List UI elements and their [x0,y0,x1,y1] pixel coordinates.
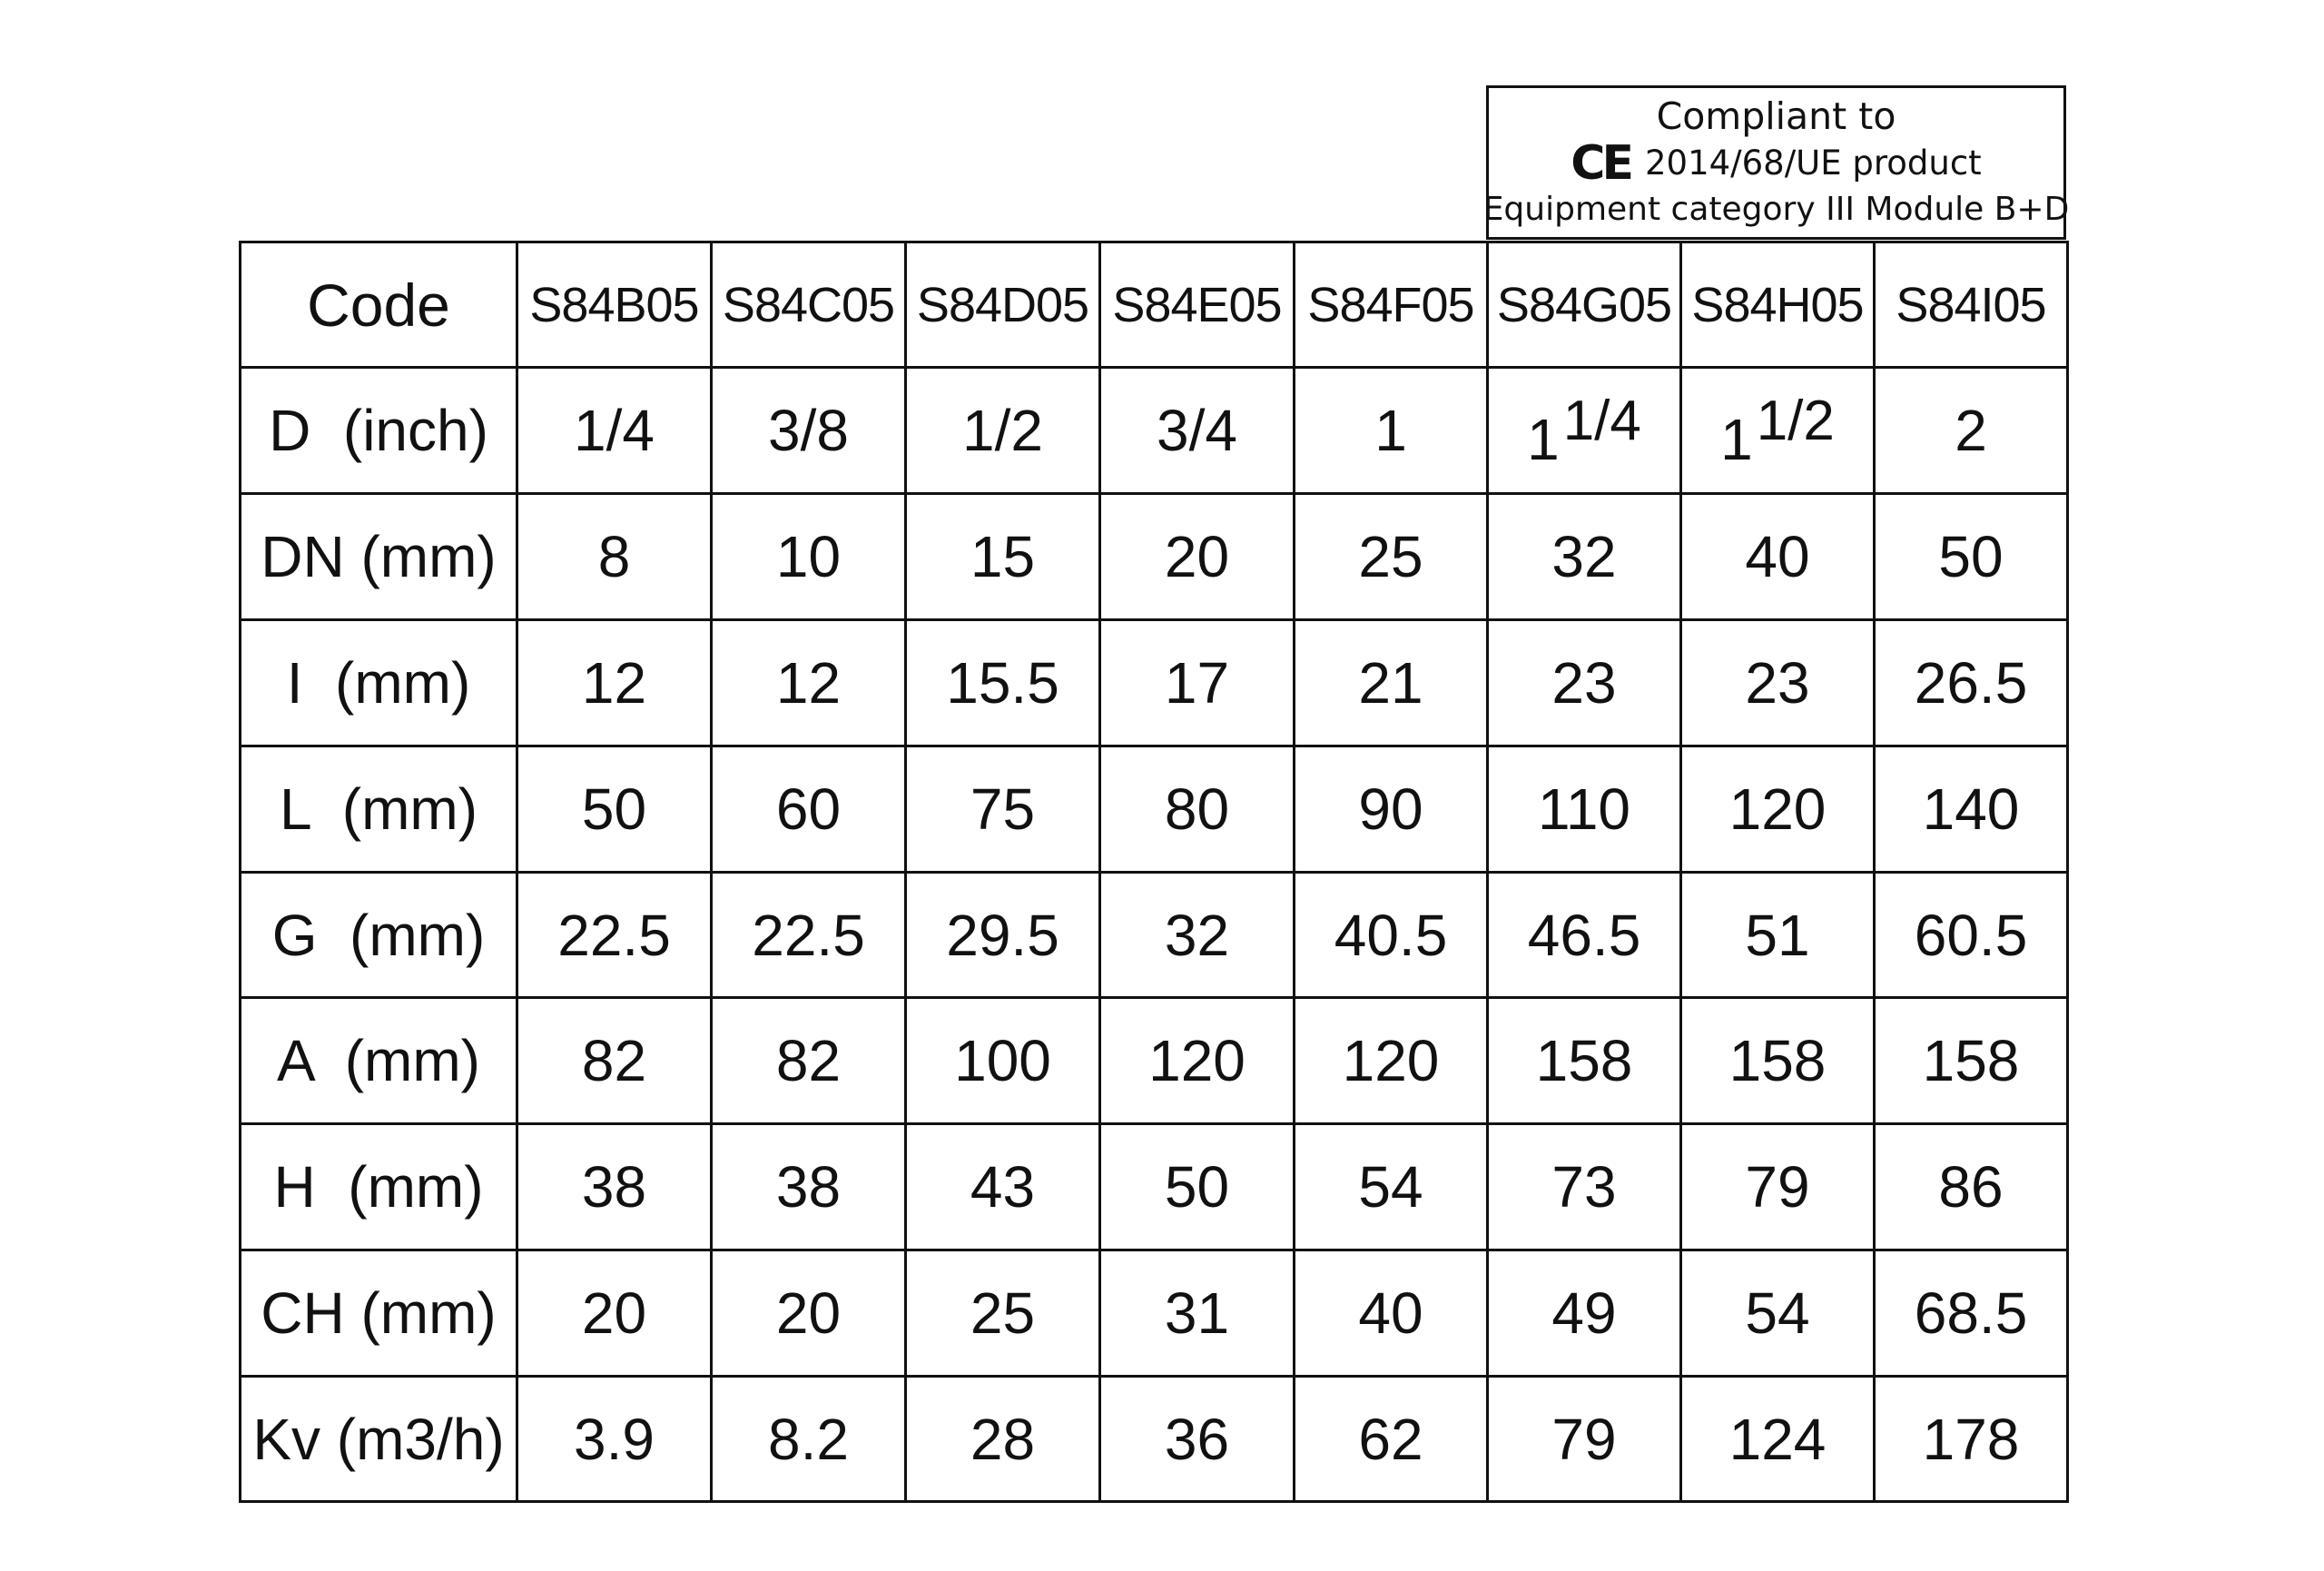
table-cell [712,1377,906,1502]
cell-value: 68.5 [1914,1280,2028,1346]
cell-value: 100 [954,1028,1051,1093]
row-label: A (mm) [241,998,517,1124]
row-label: H (mm) [241,1124,517,1250]
row-label: L (mm) [241,746,517,873]
table-cell [1295,746,1488,873]
cell-value: 23 [1745,650,1810,716]
table-cell [1681,1124,1875,1250]
cell-value: 40 [1358,1280,1423,1346]
row-label: G (mm) [241,873,517,998]
table-cell [906,620,1100,746]
table-cell [1488,998,1681,1124]
cell-fraction: 1/2 [1756,389,1835,452]
compliance-directive [1571,136,1982,191]
row-label: DN (mm) [241,494,517,620]
table-cell [906,1124,1100,1250]
table-cell [1295,998,1488,1124]
cell-value: 158 [1535,1028,1633,1093]
cell-value: 51 [1745,902,1810,968]
table-cell [517,494,712,620]
cell-value: 43 [970,1154,1036,1220]
table-cell [1100,242,1295,368]
cell-value: 10 [775,524,842,589]
table-cell [1100,746,1295,873]
cell-value: 50 [581,776,647,842]
table-cell [1875,1250,2068,1377]
cell-value: 120 [1342,1028,1440,1093]
table-cell [1681,1250,1875,1377]
table-cell [1681,368,1875,494]
cell-value: 49 [1551,1280,1617,1346]
table-cell [1100,998,1295,1124]
cell-value: 1 [1374,398,1407,463]
table-cell [517,1124,712,1250]
table-cell [1100,1250,1295,1377]
cell-value: 124 [1728,1406,1827,1472]
cell-value: 36 [1164,1406,1230,1472]
cell-value: 178 [1922,1406,2020,1472]
cell-value: 17 [1164,650,1230,716]
table-cell [906,746,1100,873]
cell-value: S84G05 [1496,277,1672,332]
table-row [241,1377,2068,1502]
cell-value: 22.5 [752,902,865,968]
cell-value: 3/4 [1157,398,1237,463]
directive-text: 2014/68/UE product [1644,143,1982,183]
table-cell [712,620,906,746]
cell-value: 26.5 [1914,650,2028,716]
table-cell [1681,494,1875,620]
cell-value: 40.5 [1334,902,1448,968]
cell-value: 80 [1164,776,1230,842]
table-cell [1875,620,2068,746]
table-cell [1100,620,1295,746]
table-cell [1681,242,1875,368]
table-cell [1100,1124,1295,1250]
cell-value: 79 [1745,1154,1810,1220]
table-cell [1875,1377,2068,1502]
table-cell [1295,1377,1488,1502]
table-cell [1875,368,2068,494]
table-cell [1100,368,1295,494]
row-label: Code [241,242,517,368]
table-cell [906,368,1100,494]
compliance-category: Equipment category III Module B+D [1482,191,2070,228]
cell-value: 75 [970,776,1036,842]
table-cell [517,998,712,1124]
cell-value: 25 [970,1280,1036,1346]
cell-value: 32 [1164,902,1230,968]
cell-value: 15.5 [946,650,1059,716]
row-label: Kv (m3/h) [241,1377,517,1502]
cell-value: 86 [1938,1154,2004,1220]
cell-value: S84D05 [916,277,1089,332]
table-row [241,620,2068,746]
table-cell [712,873,906,998]
table-cell [1681,1377,1875,1502]
table-cell [1875,998,2068,1124]
cell-value: S84I05 [1896,277,2046,332]
table-cell [1295,620,1488,746]
cell-value: 12 [581,650,647,716]
cell-value: 90 [1358,776,1423,842]
cell-value: 120 [1728,776,1827,842]
row-label: CH (mm) [241,1250,517,1377]
cell-value: 31 [1164,1280,1230,1346]
table-cell [712,368,906,494]
table-cell [1488,873,1681,998]
cell-value: 82 [775,1028,842,1093]
table-cell [1100,873,1295,998]
compliance-title: Compliant to [1656,94,1896,138]
table-cell [517,242,712,368]
cell-value: S84E05 [1112,277,1282,332]
cell-value: 38 [581,1154,647,1220]
table-cell [1875,746,2068,873]
cell-value: S84F05 [1307,277,1474,332]
table-cell [712,242,906,368]
table-cell [712,494,906,620]
cell-value: 50 [1164,1154,1230,1220]
cell-value: 28 [970,1406,1036,1472]
spec-table [239,241,2069,1503]
cell-value: S84B05 [529,277,699,332]
table-cell [517,368,712,494]
cell-value: 20 [1164,524,1230,589]
table-cell [1488,494,1681,620]
cell-value: 60 [775,776,842,842]
cell-value: 8.2 [768,1406,849,1472]
table-cell [517,1250,712,1377]
cell-value: 21 [1358,650,1423,716]
cell-value: 158 [1728,1028,1827,1093]
table-cell [1488,1377,1681,1502]
cell-value: 62 [1358,1406,1423,1472]
cell-fraction: 1/4 [1562,389,1641,452]
table-cell [1488,620,1681,746]
table-cell [712,998,906,1124]
table-cell [1295,494,1488,620]
table-cell [1488,1124,1681,1250]
table-cell [906,1250,1100,1377]
table-cell [1488,1250,1681,1377]
cell-value: 50 [1938,524,2004,589]
cell-value: 8 [597,524,631,589]
cell-value: 82 [581,1028,647,1093]
cell-value: 1 [1720,406,1753,472]
cell-value: 140 [1922,776,2020,842]
cell-value: 79 [1551,1406,1617,1472]
cell-value: 54 [1358,1154,1423,1220]
row-label: D (inch) [241,368,517,494]
compliance-box [1482,85,2070,240]
table-cell [517,746,712,873]
cell-value: 158 [1922,1028,2020,1093]
cell-value: S84C05 [722,277,895,332]
cell-value: 120 [1148,1028,1246,1093]
table-cell [1100,494,1295,620]
cell-value: 3.9 [574,1406,655,1472]
cell-value: 25 [1358,524,1423,589]
table-row [241,873,2068,998]
ce-mark-icon: CE [1571,136,1630,191]
row-label: I (mm) [241,620,517,746]
cell-value: S84H05 [1691,277,1864,332]
cell-value: 20 [775,1280,842,1346]
table-row [241,746,2068,873]
cell-value: 60.5 [1914,902,2028,968]
table-cell [1875,873,2068,998]
table-cell [906,494,1100,620]
table-cell [712,1250,906,1377]
table-cell [1488,368,1681,494]
cell-value: 23 [1551,650,1617,716]
table-row [241,1124,2068,1250]
cell-value: 1/4 [574,398,655,463]
table-cell [1295,1250,1488,1377]
table-row [241,998,2068,1124]
table-cell [1681,746,1875,873]
cell-value: 110 [1537,776,1631,842]
table-cell [906,873,1100,998]
table-row [241,1250,2068,1377]
cell-value: 3/8 [768,398,849,463]
table-cell [1875,242,2068,368]
cell-value: 46.5 [1527,902,1641,968]
cell-value: 20 [581,1280,647,1346]
table-cell [906,1377,1100,1502]
table-cell [1875,1124,2068,1250]
cell-value: 32 [1551,524,1617,589]
table-cell [1681,998,1875,1124]
cell-value: 1 [1527,406,1560,472]
cell-value: 22.5 [557,902,671,968]
table-row [241,494,2068,620]
spec-table-body [241,242,2068,1502]
table-cell [1295,242,1488,368]
table-cell [712,1124,906,1250]
cell-value: 38 [775,1154,842,1220]
cell-value: 29.5 [946,902,1059,968]
table-cell [517,873,712,998]
cell-value: 40 [1745,524,1810,589]
table-cell [1681,620,1875,746]
table-cell [1295,368,1488,494]
cell-value: 1/2 [962,398,1043,463]
table-cell [1100,1377,1295,1502]
cell-value: 12 [775,650,842,716]
table-cell [517,620,712,746]
table-cell [1875,494,2068,620]
table-cell [517,1377,712,1502]
table-cell [1488,242,1681,368]
table-row [241,368,2068,494]
code-row [241,242,2068,368]
table-cell [712,746,906,873]
table-cell [1681,873,1875,998]
table-cell [906,242,1100,368]
cell-value: 2 [1955,398,1987,463]
cell-value: 15 [970,524,1036,589]
table-cell [1295,873,1488,998]
table-cell [906,998,1100,1124]
cell-value: 54 [1745,1280,1810,1346]
cell-value: 73 [1551,1154,1617,1220]
table-cell [1488,746,1681,873]
table-cell [1295,1124,1488,1250]
